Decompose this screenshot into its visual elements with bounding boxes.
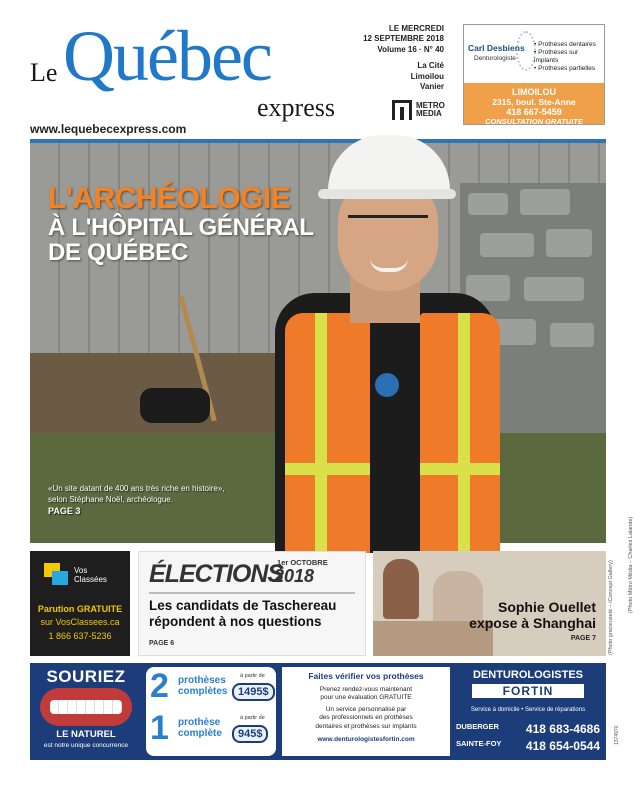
offer-1-from: à partir de [240, 673, 265, 679]
offer-2-price: 945$ [232, 725, 268, 743]
prosthesis-offers [146, 667, 276, 756]
area-3: Vanier [419, 81, 444, 91]
issue-info [360, 24, 444, 92]
desbiens-ad[interactable] [463, 24, 605, 125]
elections-teaser[interactable] [138, 551, 366, 656]
elections-page-ref: PAGE 6 [149, 640, 175, 647]
elections-headline: Les candidats de Taschereau répondent à nos questions [149, 598, 337, 629]
shirt-logo-icon [375, 373, 399, 397]
hero-caption-1: «Un site datant de 400 ans très riche en histoire», [48, 484, 225, 493]
hero-caption-2: selon Stéphane Noël, archéologue. [48, 495, 173, 505]
desbiens-contact [464, 83, 604, 124]
logo-express: express [257, 93, 335, 122]
ouellet-photo-credit: (Photo gracieuseté – iConcept Gallery) [608, 560, 614, 655]
issue-volume: Volume 16 · N° 40 [377, 44, 444, 54]
vos-brand [74, 567, 107, 585]
fortin-location-1: DUBERGER [456, 722, 499, 731]
hero-headline [48, 183, 314, 265]
photo-vest-left [285, 313, 370, 553]
offer-2-label-2: complète [178, 728, 222, 739]
verify-line: pour une évaluation GRATUITE [320, 694, 412, 702]
naturel-tagline: est notre unique concurrence [43, 742, 129, 749]
ouellet-headline-2: expose à Shanghai [469, 615, 596, 631]
metro-media-logo [392, 100, 456, 120]
offer-2-from: à partir de [240, 715, 265, 721]
fortin-title: DENTUROLOGISTES [472, 669, 583, 681]
elections-title: ÉLECTIONS [149, 560, 284, 588]
offer-1-price: 1495$ [232, 683, 275, 701]
photo-vest-right [420, 313, 500, 553]
metro-line-2: MEDIA [416, 109, 442, 119]
fortin-services: Service à domicile • Service de réparations [470, 707, 586, 713]
vos-brand-2: Classées [74, 574, 107, 584]
naturel-title: LE NATUREL [56, 729, 116, 740]
logo-le: Le [30, 58, 58, 87]
desbiens-phone: 418 667-5459 [506, 107, 562, 117]
service-item: • Prothèses dentaires [534, 41, 596, 48]
fortin-website-link[interactable]: www.denturologistesfortin.com [317, 735, 415, 743]
desbiens-city: LIMOILOU [512, 87, 556, 97]
desbiens-address: 2315, boul. Ste-Anne [492, 97, 576, 107]
issue-day: LE MERCREDI [388, 24, 444, 33]
verify-line: Prenez rendez-vous maintenant [319, 686, 413, 693]
offer-1-label-1: prothèses [178, 675, 226, 686]
metro-line-1: METRO [416, 101, 445, 110]
verify-body-bottom [282, 706, 450, 730]
verify-line: des professionnels en prothèses [319, 714, 413, 722]
hero-headline-1: L'ARCHÉOLOGIE [48, 182, 291, 215]
verify-line: dentaires et prothèses sur implants [315, 722, 417, 730]
verify-box [282, 667, 450, 756]
ouellet-page-ref: PAGE 7 [570, 635, 596, 642]
offer-1-label [178, 675, 227, 697]
offer-1-qty: 2 [150, 667, 169, 705]
fortin-contact [454, 667, 602, 756]
fortin-name: FORTIN [472, 684, 584, 698]
elections-year: 2018 [274, 566, 315, 586]
logo-title: Québec [63, 16, 271, 96]
vos-brand-1: Vos [74, 566, 88, 575]
service-item: • Prothèses sur implants [534, 49, 579, 65]
area-1: La Cité [417, 61, 444, 71]
vos-line-1: Parution GRATUITE [37, 604, 123, 614]
verify-line: Un service personnalisé par [325, 706, 407, 714]
speech-bubbles-icon [44, 563, 70, 587]
photo-person [383, 559, 419, 619]
desbiens-offer: CONSULTATION GRATUITE [485, 117, 583, 126]
elections-divider [149, 592, 355, 594]
hero-page-ref: PAGE 3 [48, 506, 81, 517]
vos-classees-ad[interactable] [30, 551, 130, 656]
glasses-icon [348, 215, 428, 229]
hero-caption [48, 483, 225, 518]
offer-2-label [178, 717, 222, 739]
ouellet-teaser[interactable] [373, 551, 606, 656]
photo-bag [140, 388, 210, 423]
offer-2-qty: 1 [150, 709, 169, 747]
hero-headline-2: À L'HÔPITAL GÉNÉRAL [48, 213, 314, 241]
issue-date: 12 SEPTEMBRE 2018 [363, 34, 444, 44]
desbiens-services [534, 41, 604, 74]
verify-title: Faites vérifier vos prothèses [308, 671, 424, 681]
area-2: Limoilou [410, 71, 444, 81]
hard-hat-brim [318, 189, 456, 199]
verify-body-top [282, 686, 450, 702]
elections-date: 1er OCTOBRE [277, 558, 328, 567]
souriez-title: SOURIEZ [46, 667, 126, 686]
fortin-phone-1[interactable]: 418 683-4686 [525, 722, 600, 736]
offer-1-label-2: complètes [178, 686, 228, 697]
fortin-phone-2[interactable]: 418 654-0544 [525, 739, 600, 753]
hero-headline-3: DE QUÉBEC [48, 238, 188, 266]
desbiens-subtitle: Denturologiste [474, 55, 516, 62]
vos-line-3: 1 866 637-5236 [48, 631, 112, 641]
ad-reference: 1374970 [614, 725, 620, 745]
vos-line-2: sur VosClassees.ca [40, 617, 120, 627]
offer-2-label-1: prothèse [178, 717, 221, 728]
fortin-ad[interactable] [30, 663, 606, 760]
website-link[interactable]: www.lequebecexpress.com [30, 122, 187, 136]
service-item: • Prothèses partielles [534, 65, 596, 73]
fortin-location-2: SAINTE-FOY [456, 739, 502, 748]
desbiens-name: Carl Desbiens [468, 43, 525, 53]
ouellet-headline-1: Sophie Ouellet [497, 599, 596, 615]
metro-m-icon [392, 100, 412, 120]
smile-icon [40, 688, 132, 726]
hero-photo-credit: (Photo Métro Média – Charles Lalande) [628, 516, 634, 613]
